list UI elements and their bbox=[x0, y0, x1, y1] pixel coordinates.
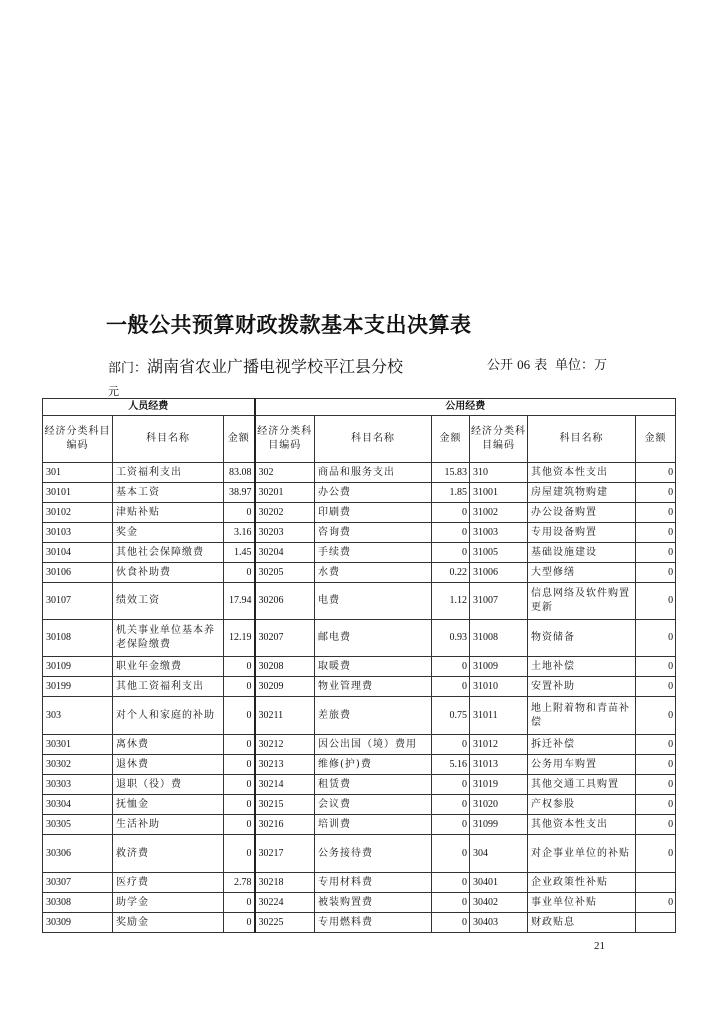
code-cell: 30304 bbox=[43, 795, 113, 815]
code-cell: 30202 bbox=[255, 503, 315, 523]
name-cell: 离休费 bbox=[113, 735, 224, 755]
code-cell: 31001 bbox=[470, 483, 528, 503]
group-personnel: 人员经费 bbox=[43, 399, 255, 416]
name-cell: 拆迁补偿 bbox=[528, 735, 636, 755]
public-no-prefix: 公开 bbox=[487, 358, 514, 373]
amount-cell bbox=[636, 913, 676, 933]
name-cell: 公务用车购置 bbox=[528, 755, 636, 775]
code-cell: 30106 bbox=[43, 563, 113, 583]
code-cell: 30213 bbox=[255, 755, 315, 775]
table-row bbox=[43, 657, 676, 677]
code-cell: 30218 bbox=[255, 873, 315, 893]
amount-cell: 0 bbox=[432, 503, 470, 523]
header-code: 经济分类科目编码 bbox=[255, 416, 315, 463]
name-cell: 培训费 bbox=[315, 815, 432, 835]
name-cell: 救济费 bbox=[113, 835, 224, 873]
header-amount: 金额 bbox=[224, 416, 255, 463]
amount-cell: 0 bbox=[432, 677, 470, 697]
amount-cell: 5.16 bbox=[432, 755, 470, 775]
table-row bbox=[43, 677, 676, 697]
name-cell: 公务接待费 bbox=[315, 835, 432, 873]
code-cell: 31002 bbox=[470, 503, 528, 523]
table-row bbox=[43, 563, 676, 583]
code-cell: 30224 bbox=[255, 893, 315, 913]
amount-cell: 0 bbox=[432, 795, 470, 815]
amount-cell: 0 bbox=[224, 563, 255, 583]
header-name: 科目名称 bbox=[315, 416, 432, 463]
department-label: 部门： bbox=[108, 361, 148, 376]
name-cell: 基础设施建设 bbox=[528, 543, 636, 563]
table-row bbox=[43, 503, 676, 523]
code-cell: 31007 bbox=[470, 583, 528, 620]
amount-cell: 0 bbox=[636, 620, 676, 657]
table-row bbox=[43, 873, 676, 893]
code-cell: 30302 bbox=[43, 755, 113, 775]
code-cell: 30204 bbox=[255, 543, 315, 563]
code-cell: 30303 bbox=[43, 775, 113, 795]
amount-cell: 0.93 bbox=[432, 620, 470, 657]
amount-cell: 0 bbox=[224, 697, 255, 735]
code-cell: 30201 bbox=[255, 483, 315, 503]
code-cell: 30307 bbox=[43, 873, 113, 893]
amount-cell: 0 bbox=[636, 503, 676, 523]
code-cell: 30403 bbox=[470, 913, 528, 933]
name-cell: 维修(护)费 bbox=[315, 755, 432, 775]
amount-cell: 0 bbox=[224, 835, 255, 873]
amount-cell: 0 bbox=[432, 835, 470, 873]
name-cell: 财政贴息 bbox=[528, 913, 636, 933]
name-cell: 房屋建筑物购建 bbox=[528, 483, 636, 503]
table-row bbox=[43, 835, 676, 873]
header-name: 科目名称 bbox=[528, 416, 636, 463]
table-row bbox=[43, 775, 676, 795]
header-code: 经济分类科目编码 bbox=[43, 416, 113, 463]
code-cell: 30214 bbox=[255, 775, 315, 795]
table-row bbox=[43, 483, 676, 503]
amount-cell: 0 bbox=[636, 835, 676, 873]
amount-cell: 83.08 bbox=[224, 463, 255, 483]
code-cell: 31020 bbox=[470, 795, 528, 815]
table-row bbox=[43, 735, 676, 755]
name-cell: 机关事业单位基本养老保险缴费 bbox=[113, 620, 224, 657]
table-body bbox=[43, 463, 676, 933]
header-name: 科目名称 bbox=[113, 416, 224, 463]
name-cell: 基本工资 bbox=[113, 483, 224, 503]
group-header-row bbox=[43, 399, 676, 416]
amount-cell: 0 bbox=[432, 893, 470, 913]
amount-cell: 0 bbox=[636, 755, 676, 775]
public-table-number bbox=[487, 354, 547, 373]
name-cell: 咨询费 bbox=[315, 523, 432, 543]
name-cell: 工资福利支出 bbox=[113, 463, 224, 483]
name-cell: 商品和服务支出 bbox=[315, 463, 432, 483]
name-cell: 退休费 bbox=[113, 755, 224, 775]
code-cell: 31006 bbox=[470, 563, 528, 583]
code-cell: 30215 bbox=[255, 795, 315, 815]
amount-cell: 0 bbox=[636, 775, 676, 795]
code-cell: 303 bbox=[43, 697, 113, 735]
header-amount: 金额 bbox=[432, 416, 470, 463]
code-cell: 30107 bbox=[43, 583, 113, 620]
amount-cell: 0 bbox=[636, 697, 676, 735]
amount-cell: 3.16 bbox=[224, 523, 255, 543]
amount-cell: 0 bbox=[224, 677, 255, 697]
name-cell: 手续费 bbox=[315, 543, 432, 563]
page-title: 一般公共预算财政拨款基本支出决算表 bbox=[106, 313, 472, 337]
department-name: 湖南省农业广播电视学校平江县分校 bbox=[147, 357, 404, 376]
name-cell: 邮电费 bbox=[315, 620, 432, 657]
header-code: 经济分类科目编码 bbox=[470, 416, 528, 463]
name-cell: 其他资本性支出 bbox=[528, 815, 636, 835]
code-cell: 30301 bbox=[43, 735, 113, 755]
amount-cell: 1.85 bbox=[432, 483, 470, 503]
amount-cell: 0 bbox=[224, 503, 255, 523]
public-no-number: 06 bbox=[517, 357, 531, 372]
unit-label-continued: 元 bbox=[108, 385, 119, 398]
name-cell: 其他资本性支出 bbox=[528, 463, 636, 483]
name-cell: 专用材料费 bbox=[315, 873, 432, 893]
code-cell: 31013 bbox=[470, 755, 528, 775]
code-cell: 31009 bbox=[470, 657, 528, 677]
code-cell: 30216 bbox=[255, 815, 315, 835]
name-cell: 津贴补贴 bbox=[113, 503, 224, 523]
code-cell: 30217 bbox=[255, 835, 315, 873]
code-cell: 31012 bbox=[470, 735, 528, 755]
name-cell: 信息网络及软件购置更新 bbox=[528, 583, 636, 620]
name-cell: 物业管理费 bbox=[315, 677, 432, 697]
table-row bbox=[43, 815, 676, 835]
code-cell: 30207 bbox=[255, 620, 315, 657]
code-cell: 30305 bbox=[43, 815, 113, 835]
expenditure-table bbox=[42, 398, 676, 933]
code-cell: 30206 bbox=[255, 583, 315, 620]
table-row bbox=[43, 913, 676, 933]
name-cell: 水费 bbox=[315, 563, 432, 583]
name-cell: 取暖费 bbox=[315, 657, 432, 677]
code-cell: 30212 bbox=[255, 735, 315, 755]
amount-cell: 0 bbox=[636, 815, 676, 835]
name-cell: 奖励金 bbox=[113, 913, 224, 933]
name-cell: 产权参股 bbox=[528, 795, 636, 815]
name-cell: 事业单位补贴 bbox=[528, 893, 636, 913]
amount-cell: 38.97 bbox=[224, 483, 255, 503]
amount-cell: 0 bbox=[636, 795, 676, 815]
name-cell: 印刷费 bbox=[315, 503, 432, 523]
code-cell: 30309 bbox=[43, 913, 113, 933]
amount-cell: 0.22 bbox=[432, 563, 470, 583]
amount-cell: 12.19 bbox=[224, 620, 255, 657]
code-cell: 31003 bbox=[470, 523, 528, 543]
name-cell: 被装购置费 bbox=[315, 893, 432, 913]
name-cell: 其他社会保障缴费 bbox=[113, 543, 224, 563]
amount-cell: 0 bbox=[636, 893, 676, 913]
name-cell: 会议费 bbox=[315, 795, 432, 815]
code-cell: 30306 bbox=[43, 835, 113, 873]
code-cell: 30401 bbox=[470, 873, 528, 893]
amount-cell: 0 bbox=[432, 735, 470, 755]
code-cell: 31008 bbox=[470, 620, 528, 657]
column-header-row bbox=[43, 416, 676, 463]
amount-cell: 0 bbox=[636, 563, 676, 583]
name-cell: 退职（役）费 bbox=[113, 775, 224, 795]
name-cell: 企业政策性补贴 bbox=[528, 873, 636, 893]
code-cell: 30102 bbox=[43, 503, 113, 523]
table-row bbox=[43, 795, 676, 815]
amount-cell: 0 bbox=[432, 523, 470, 543]
amount-cell: 0 bbox=[224, 795, 255, 815]
amount-cell: 0 bbox=[432, 873, 470, 893]
name-cell: 专用燃料费 bbox=[315, 913, 432, 933]
name-cell: 地上附着物和青苗补偿 bbox=[528, 697, 636, 735]
amount-cell: 0 bbox=[636, 543, 676, 563]
amount-cell: 0 bbox=[224, 735, 255, 755]
name-cell: 医疗费 bbox=[113, 873, 224, 893]
name-cell: 差旅费 bbox=[315, 697, 432, 735]
code-cell: 31005 bbox=[470, 543, 528, 563]
amount-cell: 15.83 bbox=[432, 463, 470, 483]
code-cell: 30308 bbox=[43, 893, 113, 913]
code-cell: 30101 bbox=[43, 483, 113, 503]
amount-cell: 0 bbox=[636, 583, 676, 620]
amount-cell: 0 bbox=[432, 913, 470, 933]
group-public: 公用经费 bbox=[255, 399, 676, 416]
amount-cell: 0 bbox=[636, 677, 676, 697]
name-cell: 其他工资福利支出 bbox=[113, 677, 224, 697]
amount-cell: 0 bbox=[224, 893, 255, 913]
code-cell: 30109 bbox=[43, 657, 113, 677]
amount-cell: 0 bbox=[432, 815, 470, 835]
amount-cell: 0.75 bbox=[432, 697, 470, 735]
table-row bbox=[43, 583, 676, 620]
amount-cell: 0 bbox=[432, 543, 470, 563]
name-cell: 办公费 bbox=[315, 483, 432, 503]
code-cell: 30104 bbox=[43, 543, 113, 563]
code-cell: 30209 bbox=[255, 677, 315, 697]
code-cell: 304 bbox=[470, 835, 528, 873]
public-no-suffix: 表 bbox=[534, 358, 548, 373]
amount-cell: 0 bbox=[636, 463, 676, 483]
amount-cell: 0 bbox=[224, 815, 255, 835]
name-cell: 专用设备购置 bbox=[528, 523, 636, 543]
code-cell: 302 bbox=[255, 463, 315, 483]
amount-cell: 0 bbox=[432, 657, 470, 677]
name-cell: 抚恤金 bbox=[113, 795, 224, 815]
name-cell: 生活补助 bbox=[113, 815, 224, 835]
amount-cell bbox=[636, 873, 676, 893]
code-cell: 31099 bbox=[470, 815, 528, 835]
name-cell: 绩效工资 bbox=[113, 583, 224, 620]
table-row bbox=[43, 620, 676, 657]
amount-cell: 2.78 bbox=[224, 873, 255, 893]
amount-cell: 0 bbox=[636, 657, 676, 677]
amount-cell: 0 bbox=[636, 483, 676, 503]
name-cell: 安置补助 bbox=[528, 677, 636, 697]
name-cell: 奖金 bbox=[113, 523, 224, 543]
code-cell: 30211 bbox=[255, 697, 315, 735]
code-cell: 31019 bbox=[470, 775, 528, 795]
amount-cell: 0 bbox=[224, 775, 255, 795]
table-row bbox=[43, 523, 676, 543]
amount-cell: 0 bbox=[224, 657, 255, 677]
code-cell: 310 bbox=[470, 463, 528, 483]
amount-cell: 1.45 bbox=[224, 543, 255, 563]
code-cell: 31011 bbox=[470, 697, 528, 735]
name-cell: 物资储备 bbox=[528, 620, 636, 657]
code-cell: 30203 bbox=[255, 523, 315, 543]
code-cell: 30208 bbox=[255, 657, 315, 677]
table-row bbox=[43, 463, 676, 483]
code-cell: 30108 bbox=[43, 620, 113, 657]
name-cell: 租赁费 bbox=[315, 775, 432, 795]
name-cell: 对企事业单位的补贴 bbox=[528, 835, 636, 873]
table-row bbox=[43, 893, 676, 913]
table-row bbox=[43, 543, 676, 563]
name-cell: 伙食补助费 bbox=[113, 563, 224, 583]
amount-cell: 0 bbox=[224, 913, 255, 933]
department-line bbox=[108, 354, 403, 377]
page-number: 21 bbox=[594, 940, 605, 952]
name-cell: 办公设备购置 bbox=[528, 503, 636, 523]
table-row bbox=[43, 697, 676, 735]
code-cell: 30205 bbox=[255, 563, 315, 583]
name-cell: 其他交通工具购置 bbox=[528, 775, 636, 795]
amount-cell: 0 bbox=[636, 735, 676, 755]
name-cell: 助学金 bbox=[113, 893, 224, 913]
name-cell: 职业年金缴费 bbox=[113, 657, 224, 677]
code-cell: 30402 bbox=[470, 893, 528, 913]
name-cell: 土地补偿 bbox=[528, 657, 636, 677]
table-row bbox=[43, 755, 676, 775]
header-amount: 金额 bbox=[636, 416, 676, 463]
code-cell: 30103 bbox=[43, 523, 113, 543]
name-cell: 因公出国（境）费用 bbox=[315, 735, 432, 755]
name-cell: 电费 bbox=[315, 583, 432, 620]
amount-cell: 0 bbox=[432, 775, 470, 795]
code-cell: 30199 bbox=[43, 677, 113, 697]
unit-label: 单位：万 bbox=[555, 358, 608, 373]
amount-cell: 0 bbox=[224, 755, 255, 775]
code-cell: 30225 bbox=[255, 913, 315, 933]
code-cell: 301 bbox=[43, 463, 113, 483]
name-cell: 大型修缮 bbox=[528, 563, 636, 583]
amount-cell: 17.94 bbox=[224, 583, 255, 620]
name-cell: 对个人和家庭的补助 bbox=[113, 697, 224, 735]
amount-cell: 1.12 bbox=[432, 583, 470, 620]
code-cell: 31010 bbox=[470, 677, 528, 697]
amount-cell: 0 bbox=[636, 523, 676, 543]
